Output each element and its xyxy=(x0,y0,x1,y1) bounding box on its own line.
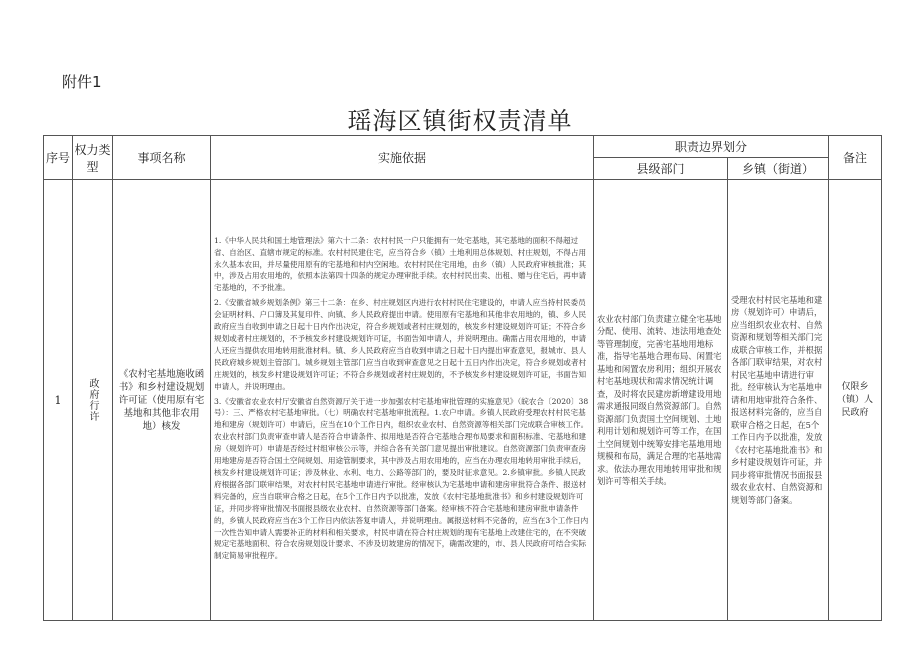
cell-basis xyxy=(211,180,594,621)
cell-remark xyxy=(829,180,882,621)
attachment-label: 附件1 xyxy=(62,73,102,91)
item-name-text: 《农村宅基地施收函书》和乡村建设规划许可证（使用原有宅基地和其他非农用地）核发 xyxy=(118,368,205,432)
duty-table xyxy=(43,135,882,621)
basis-paragraph-1: 1.《中华人民共和国土地管理法》第六十二条：农村村民一户只能拥有一处宅基地，其宅基地的面积不得超过省、自治区、直辖市规定的标准。农村村民建住宅，应当符合乡（镇）土地利用总体规划、村庄规划，不得占用永久基本农田，并尽量使用原有的宅基地和村内空闲地。农村村民住宅用地，由乡（镇）人民政府审核批准；其中，涉及占用农用地的，依照本法第四十四条的规定办理审批手续。农村村民出卖、出租、赠与住宅后，再申请宅基地的，不予批准。 xyxy=(214,235,587,293)
cell-power-type xyxy=(73,180,113,621)
col-header-power-type: 权力类型 xyxy=(73,136,113,180)
basis-paragraph-2: 2.《安徽省城乡规划条例》第三十二条：在乡、村庄规划区内进行农村村民住宅建设的，申请人应当持村民委员会证明材料、户口簿及其复印件、向镇、乡人民政府提出申请。使用原有宅基地和其他非农用地的，镇、乡人民政府应当自收到申请之日起十日内作出决定，符合乡规划或者村庄规划的，核发乡村建设规划许可证；不符合乡规划或者村庄规划的，不予核发乡村建设规划许可证，书面告知申请人，并说明理由。确需占用农用地的，申请人还应当提供农用地转用批准材料。镇、乡人民政府应当自收到申请之日起十日内提出审查意见，报城市、县人民政府城乡规划主管部门。城乡规划主管部门应当自收到审查意见之日起十五日内作出决定，符合乡规划或者村庄规划的，核发乡村建设规划许可证；不符合乡规划或者村庄规划的，不予核发乡村建设规划许可证，书面告知申请人，并说明理由。 xyxy=(214,298,587,391)
col-header-item-name: 事项名称 xyxy=(113,136,211,180)
basis-paragraph-3: 3.《安徽省农业农村厅安徽省自然资源厅关于进一步加强农村宅基地审批管理的实施意见》（皖农合〔2020〕38号）：三、严格农村宅基地审批。（七）明确农村宅基地审批流程。1.农户申请。乡镇人民政府受理农村村民宅基地和建房（规划许可）申请后，应当在10个工作日内，组织农业农村、自然资源等相关部门完成联合审核工作。农业农村部门负责审查申请人是否符合申请条件、拟用地是否符合宅基地合理布局要求和面积标准、宅基地和建房（规划许可）申请是否经过村组审核公示等，并综合各有关部门意见提出审批建议。自然资源部门负责审查房用地建房是否符合国土空间规划、用途管制要求，其中涉及占用农用地的，应当在办理农用地转用审批手续后，核发乡村建设规划许可证；涉及林业、水利、电力、公路等部门的，要及时征求意见。2.乡镇审批。乡镇人民政府根据各部门联审结果，对农村村民宅基地申请进行审批。经审核认为宅基地申请和建房审批符合条件、报送材料完备的，应当自联审合格之日起，在5个工作日内予以批准，发放《农村宅基地批准书》和乡村建设规划许可证，并同步将审批情况书面报县级农业农村、自然资源等部门备案。经审核不符合宅基地和建房审批申请条件的，乡镇人民政府应当在3个工作日内依法答复申请人，并说明理由。属报送材料不完备的，应当在3个工作日内一次性告知申请人需要补正的材料和相关要求，村民申请在符合村庄规划的现有宅基地上改建住宅的，在不突破规定宅基地面积、符合农房规划设计要求、不涉及切坡建房的情况下，确需改建的，市、县人民政府可结合实际制定简易审批程序。 xyxy=(214,396,589,561)
col-header-remark: 备注 xyxy=(829,136,882,180)
cell-county-duty xyxy=(594,180,728,621)
remark-text: 仅限乡（镇）人民政府 xyxy=(837,381,874,418)
col-header-county-dept: 县级部门 xyxy=(594,158,728,180)
col-header-no: 序号 xyxy=(44,136,73,180)
township-duty-text: 受理农村村民宅基地和建房（规划许可）申请后，应当组织农业农村、自然资源和规划等相关部门完成联合审核工作，并根据各部门联审结果，对农村村民宅基地申请进行审批。经审核认为宅基地申请和用地审批符合条件、报送材料完备的，应当自联审合格之日起，在5个工作日内予以批准，发放《农村宅基地批准书》和乡村建设规划许可证，并同步将审批情况书面报县级农业农村、自然资源和规划等部门备案。 xyxy=(731,294,823,505)
cell-no: 1 xyxy=(44,180,73,621)
page-title: 瑶海区镇街权责清单 xyxy=(347,107,573,135)
col-header-township: 乡镇（街道） xyxy=(728,158,829,180)
col-header-basis: 实施依据 xyxy=(211,136,594,180)
table-row xyxy=(44,180,882,621)
cell-item-name xyxy=(113,180,211,621)
power-type-text: 政府行许 xyxy=(87,378,98,422)
col-header-boundary: 职责边界划分 xyxy=(594,136,829,158)
cell-township-duty xyxy=(728,180,829,621)
county-duty-text: 农业农村部门负责建立健全宅基地分配、使用、流转、违法用地查处等管理制度，完善宅基地用地标准，指导宅基地合理布局、闲置宅基地和闲置农房利用；组织开展农村宅基地现状和需求情况统计调查，及时将农民建房新增建设用地需求通报同级自然资源部门。自然资源部门负责国土空间规划、土地利用计划和规划许可等工作，在国土空间规划中统筹安排宅基地用地规模和布局，满足合理的宅基地需求。依法办理农用地转用审批和规划许可等相关手续。 xyxy=(597,313,722,486)
